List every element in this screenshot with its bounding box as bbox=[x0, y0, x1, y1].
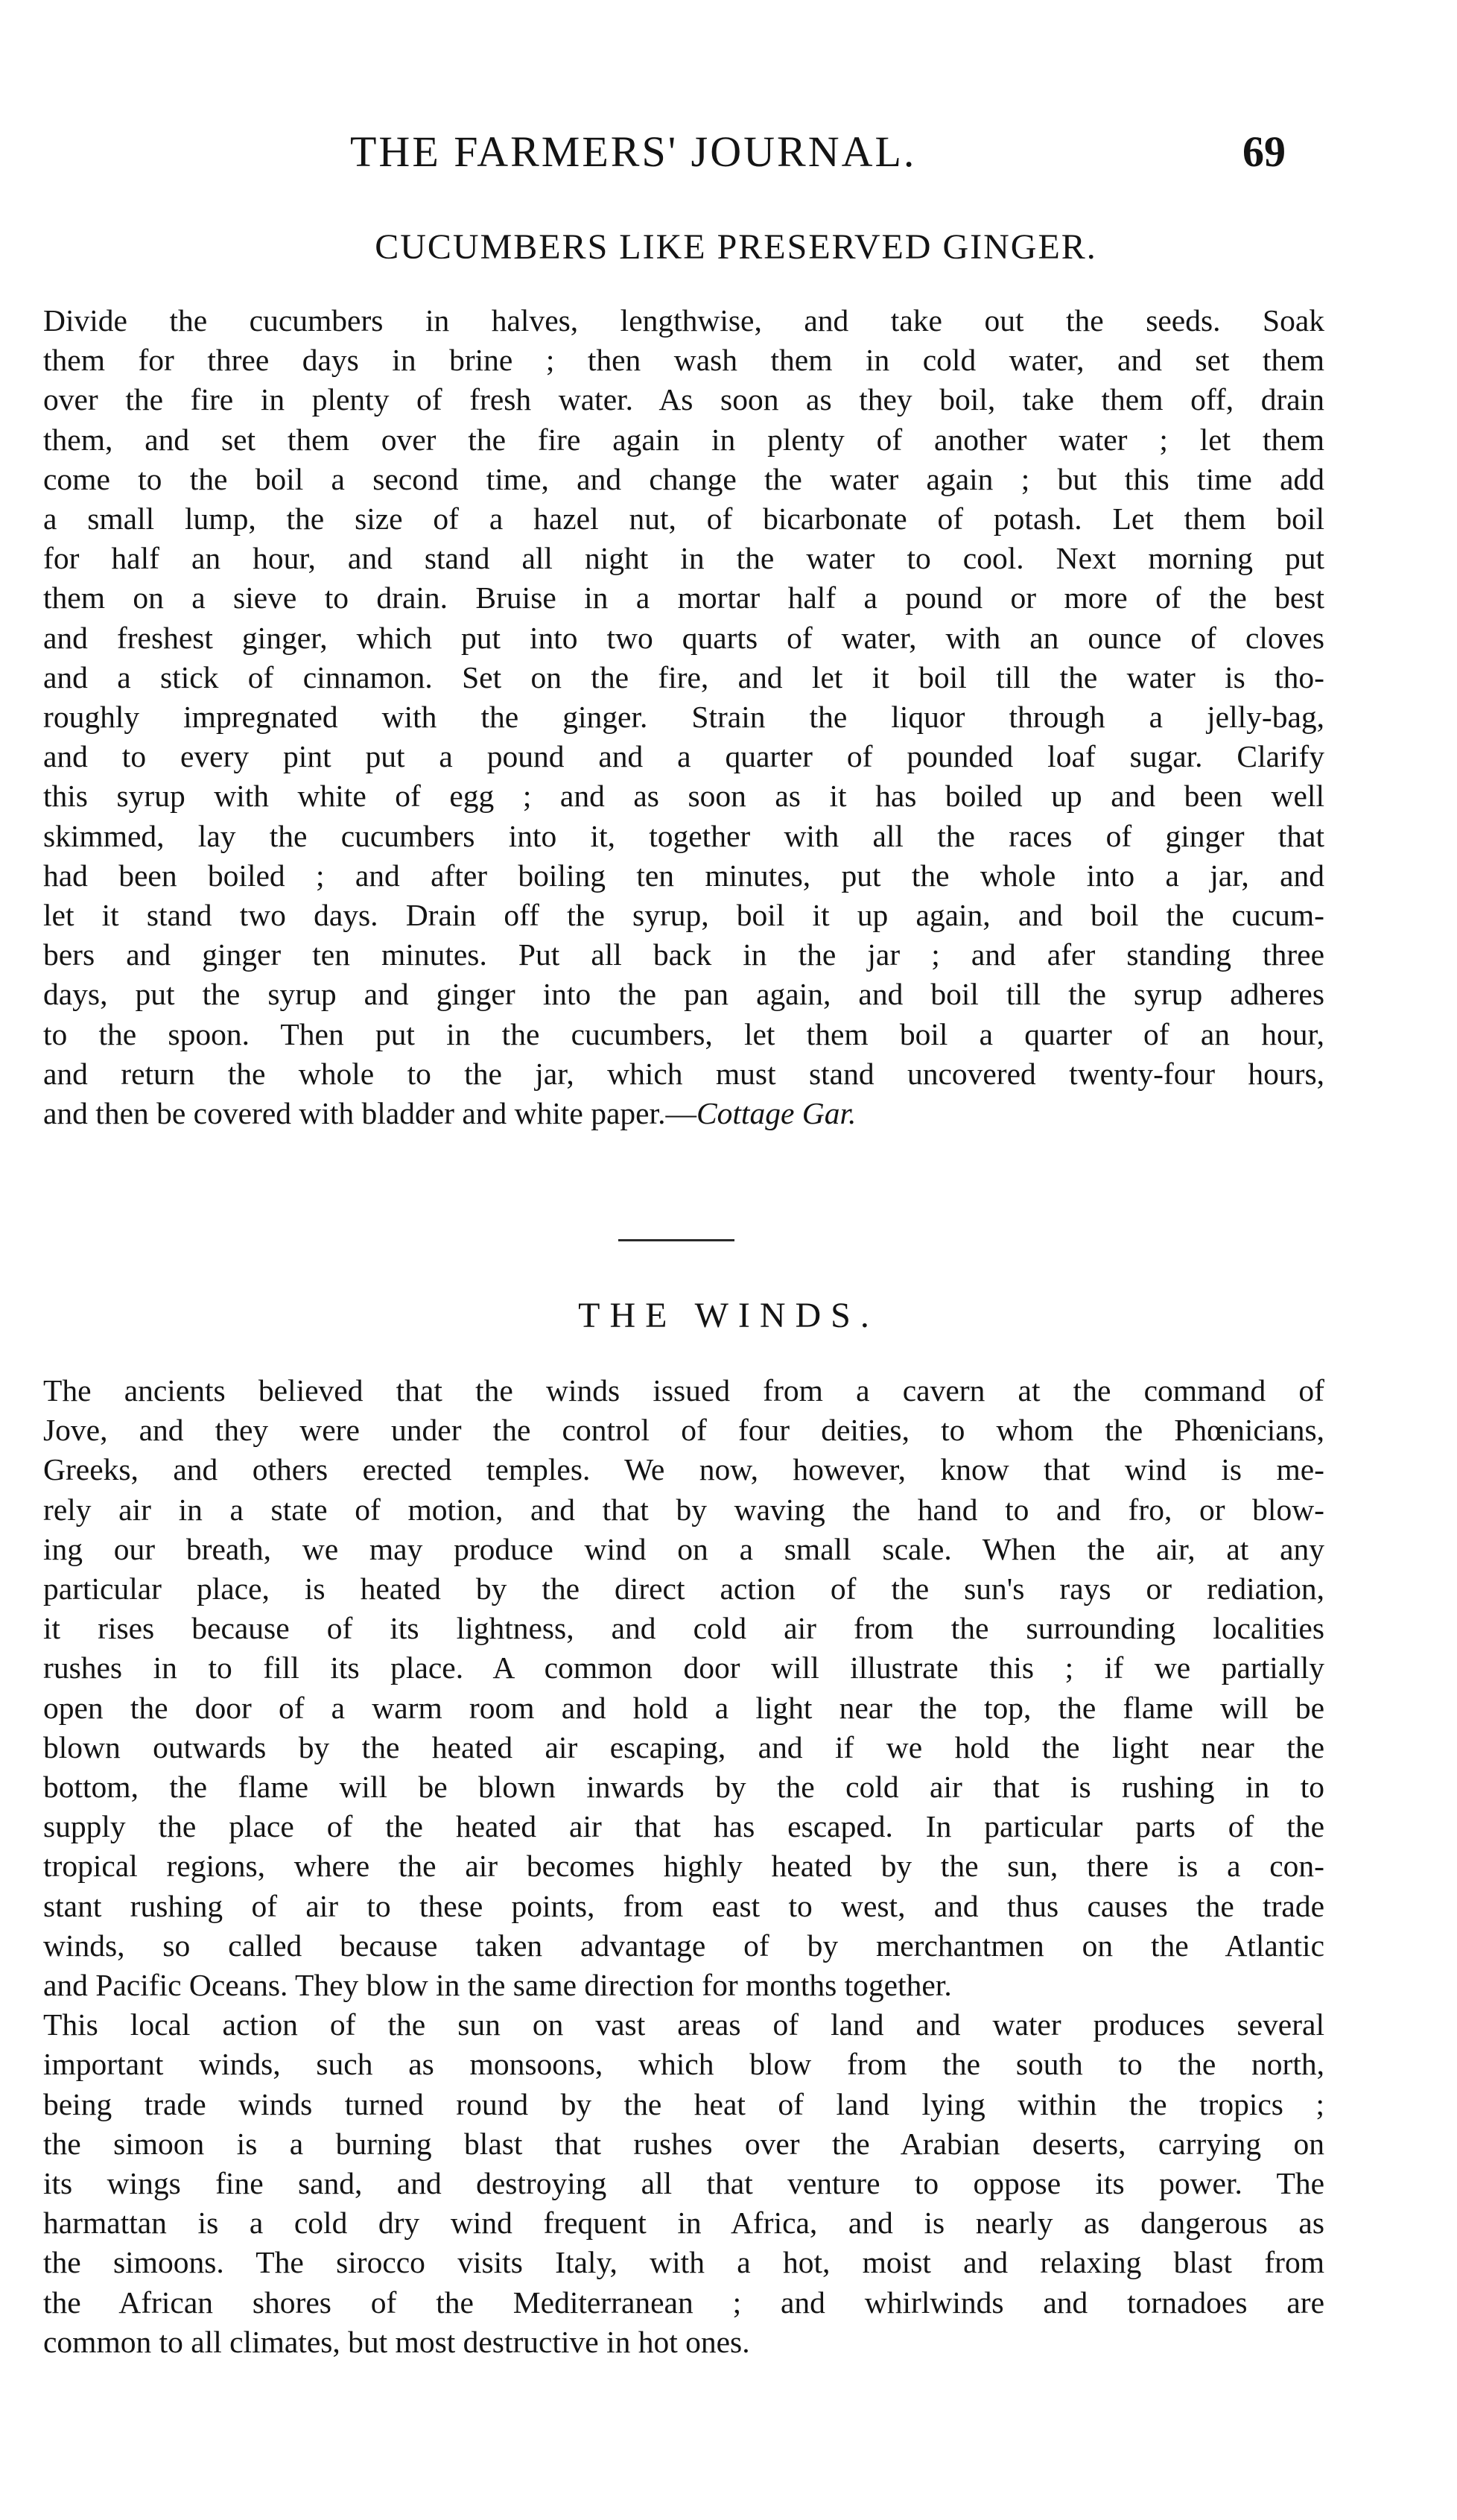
text-line: them on a sieve to drain. Bruise in a mortar half a pound or more of the best bbox=[43, 580, 1324, 615]
text-line: its wings fine sand, and destroying all that venture to oppose its power. The bbox=[43, 2166, 1324, 2201]
text-line: This local action of the sun on vast areas of land and water produces several bbox=[43, 2007, 1324, 2042]
text-line: supply the place of the heated air that has escaped. In particular parts of the bbox=[43, 1809, 1324, 1844]
text-line: and a stick of cinnamon. Set on the fire, and let it boil till the water is tho- bbox=[43, 659, 1324, 694]
text-line: important winds, such as monsoons, which blow from the south to the north, bbox=[43, 2047, 1324, 2082]
text-line: for half an hour, and stand all night in the water to cool. Next morning put bbox=[43, 541, 1324, 576]
text-line: and Pacific Oceans. They blow in the same direction for months together. bbox=[43, 1968, 952, 2003]
text-line-final bbox=[43, 1094, 1324, 1133]
text-line: open the door of a warm room and hold a light near the top, the flame will be bbox=[43, 1690, 1324, 1725]
journal-title: THE FARMERS' JOURNAL. bbox=[350, 127, 917, 176]
text-line: them, and set them over the fire again in plenty of another water ; let them bbox=[43, 422, 1324, 457]
article-title-winds: THE WINDS. bbox=[578, 1296, 879, 1335]
article-body-cucumbers bbox=[43, 301, 1324, 1133]
text-line: winds, so called because taken advantage of by merchantmen on the Atlantic bbox=[43, 1928, 1324, 1963]
page-number: 69 bbox=[1242, 127, 1286, 176]
text-line: to the spoon. Then put in the cucumbers, let them boil a quarter of an hour, bbox=[43, 1016, 1324, 1051]
article-title-cucumbers: CUCUMBERS LIKE PRESERVED GINGER. bbox=[375, 227, 1097, 267]
text-line: and freshest ginger, which put into two quarts of water, with an ounce of cloves bbox=[43, 620, 1324, 655]
text-line: the simoon is a burning blast that rushes over the Arabian deserts, carrying on bbox=[43, 2126, 1324, 2161]
text-line: Greeks, and others erected temples. We now, however, know that wind is me- bbox=[43, 1452, 1324, 1487]
text-line: Divide the cucumbers in halves, lengthwise, and take out the seeds. Soak bbox=[43, 303, 1324, 338]
text-line: the African shores of the Mediterranean ; and whirlwinds and tornadoes are bbox=[43, 2285, 1324, 2320]
text-line: particular place, is heated by the direct action of the sun's rays or rediation, bbox=[43, 1571, 1324, 1606]
attribution: Cottage Gar. bbox=[696, 1096, 857, 1131]
text-line: let it stand two days. Drain off the syrup, boil it up again, and boil the cucum- bbox=[43, 898, 1324, 933]
text-line: being trade winds turned round by the heat of land lying within the tropics ; bbox=[43, 2086, 1324, 2121]
text-line: it rises because of its lightness, and cold air from the surrounding localities bbox=[43, 1611, 1324, 1646]
text-line: rushes in to fill its place. A common door will illustrate this ; if we partially bbox=[43, 1650, 1324, 1685]
text-line: and to every pint put a pound and a quarter of pounded loaf sugar. Clarify bbox=[43, 739, 1324, 774]
text-line: a small lump, the size of a hazel nut, of bicarbonate of potash. Let them boil bbox=[43, 501, 1324, 536]
text-line: The ancients believed that the winds issued from a cavern at the command of bbox=[43, 1373, 1324, 1408]
text-line: blown outwards by the heated air escaping, and if we hold the light near the bbox=[43, 1729, 1324, 1764]
text-line: bers and ginger ten minutes. Put all back in the jar ; and afer standing three bbox=[43, 937, 1324, 972]
text-line: common to all climates, but most destructive in hot ones. bbox=[43, 2324, 750, 2359]
text-line: days, put the syrup and ginger into the pan again, and boil till the syrup adheres bbox=[43, 977, 1324, 1012]
text-line: had been boiled ; and after boiling ten minutes, put the whole into a jar, and bbox=[43, 858, 1324, 893]
section-divider bbox=[618, 1239, 734, 1241]
text-line: harmattan is a cold dry wind frequent in Africa, and is nearly as dangerous as bbox=[43, 2206, 1324, 2241]
text-line: rely air in a state of motion, and that by waving the hand to and fro, or blow- bbox=[43, 1492, 1324, 1527]
text-line: this syrup with white of egg ; and as soon as it has boiled up and been well bbox=[43, 779, 1324, 814]
text-line: ing our breath, we may produce wind on a small scale. When the air, at any bbox=[43, 1531, 1324, 1566]
text-line: tropical regions, where the air becomes highly heated by the sun, there is a con- bbox=[43, 1849, 1324, 1884]
text-line: stant rushing of air to these points, from east to west, and thus causes the trade bbox=[43, 1888, 1324, 1923]
text-line: over the fire in plenty of fresh water. As soon as they boil, take them off, drain bbox=[43, 382, 1324, 417]
text-line-final-content: and then be covered with bladder and white paper.— bbox=[43, 1096, 696, 1131]
text-line: Jove, and they were under the control of four deities, to whom the Phœnicians, bbox=[43, 1413, 1324, 1448]
text-line: the simoons. The sirocco visits Italy, with a hot, moist and relaxing blast from bbox=[43, 2245, 1324, 2280]
text-line: bottom, the flame will be blown inwards by the cold air that is rushing in to bbox=[43, 1770, 1324, 1805]
text-line: and return the whole to the jar, which must stand uncovered twenty-four hours, bbox=[43, 1056, 1324, 1091]
text-line: skimmed, lay the cucumbers into it, together with all the races of ginger that bbox=[43, 818, 1324, 853]
running-head bbox=[0, 127, 1457, 186]
text-line: them for three days in brine ; then wash them in cold water, and set them bbox=[43, 343, 1324, 378]
text-line: roughly impregnated with the ginger. Strain the liquor through a jelly-bag, bbox=[43, 700, 1324, 735]
text-line: come to the boil a second time, and change the water again ; but this time add bbox=[43, 461, 1324, 496]
article-body-winds bbox=[43, 1371, 1324, 2362]
